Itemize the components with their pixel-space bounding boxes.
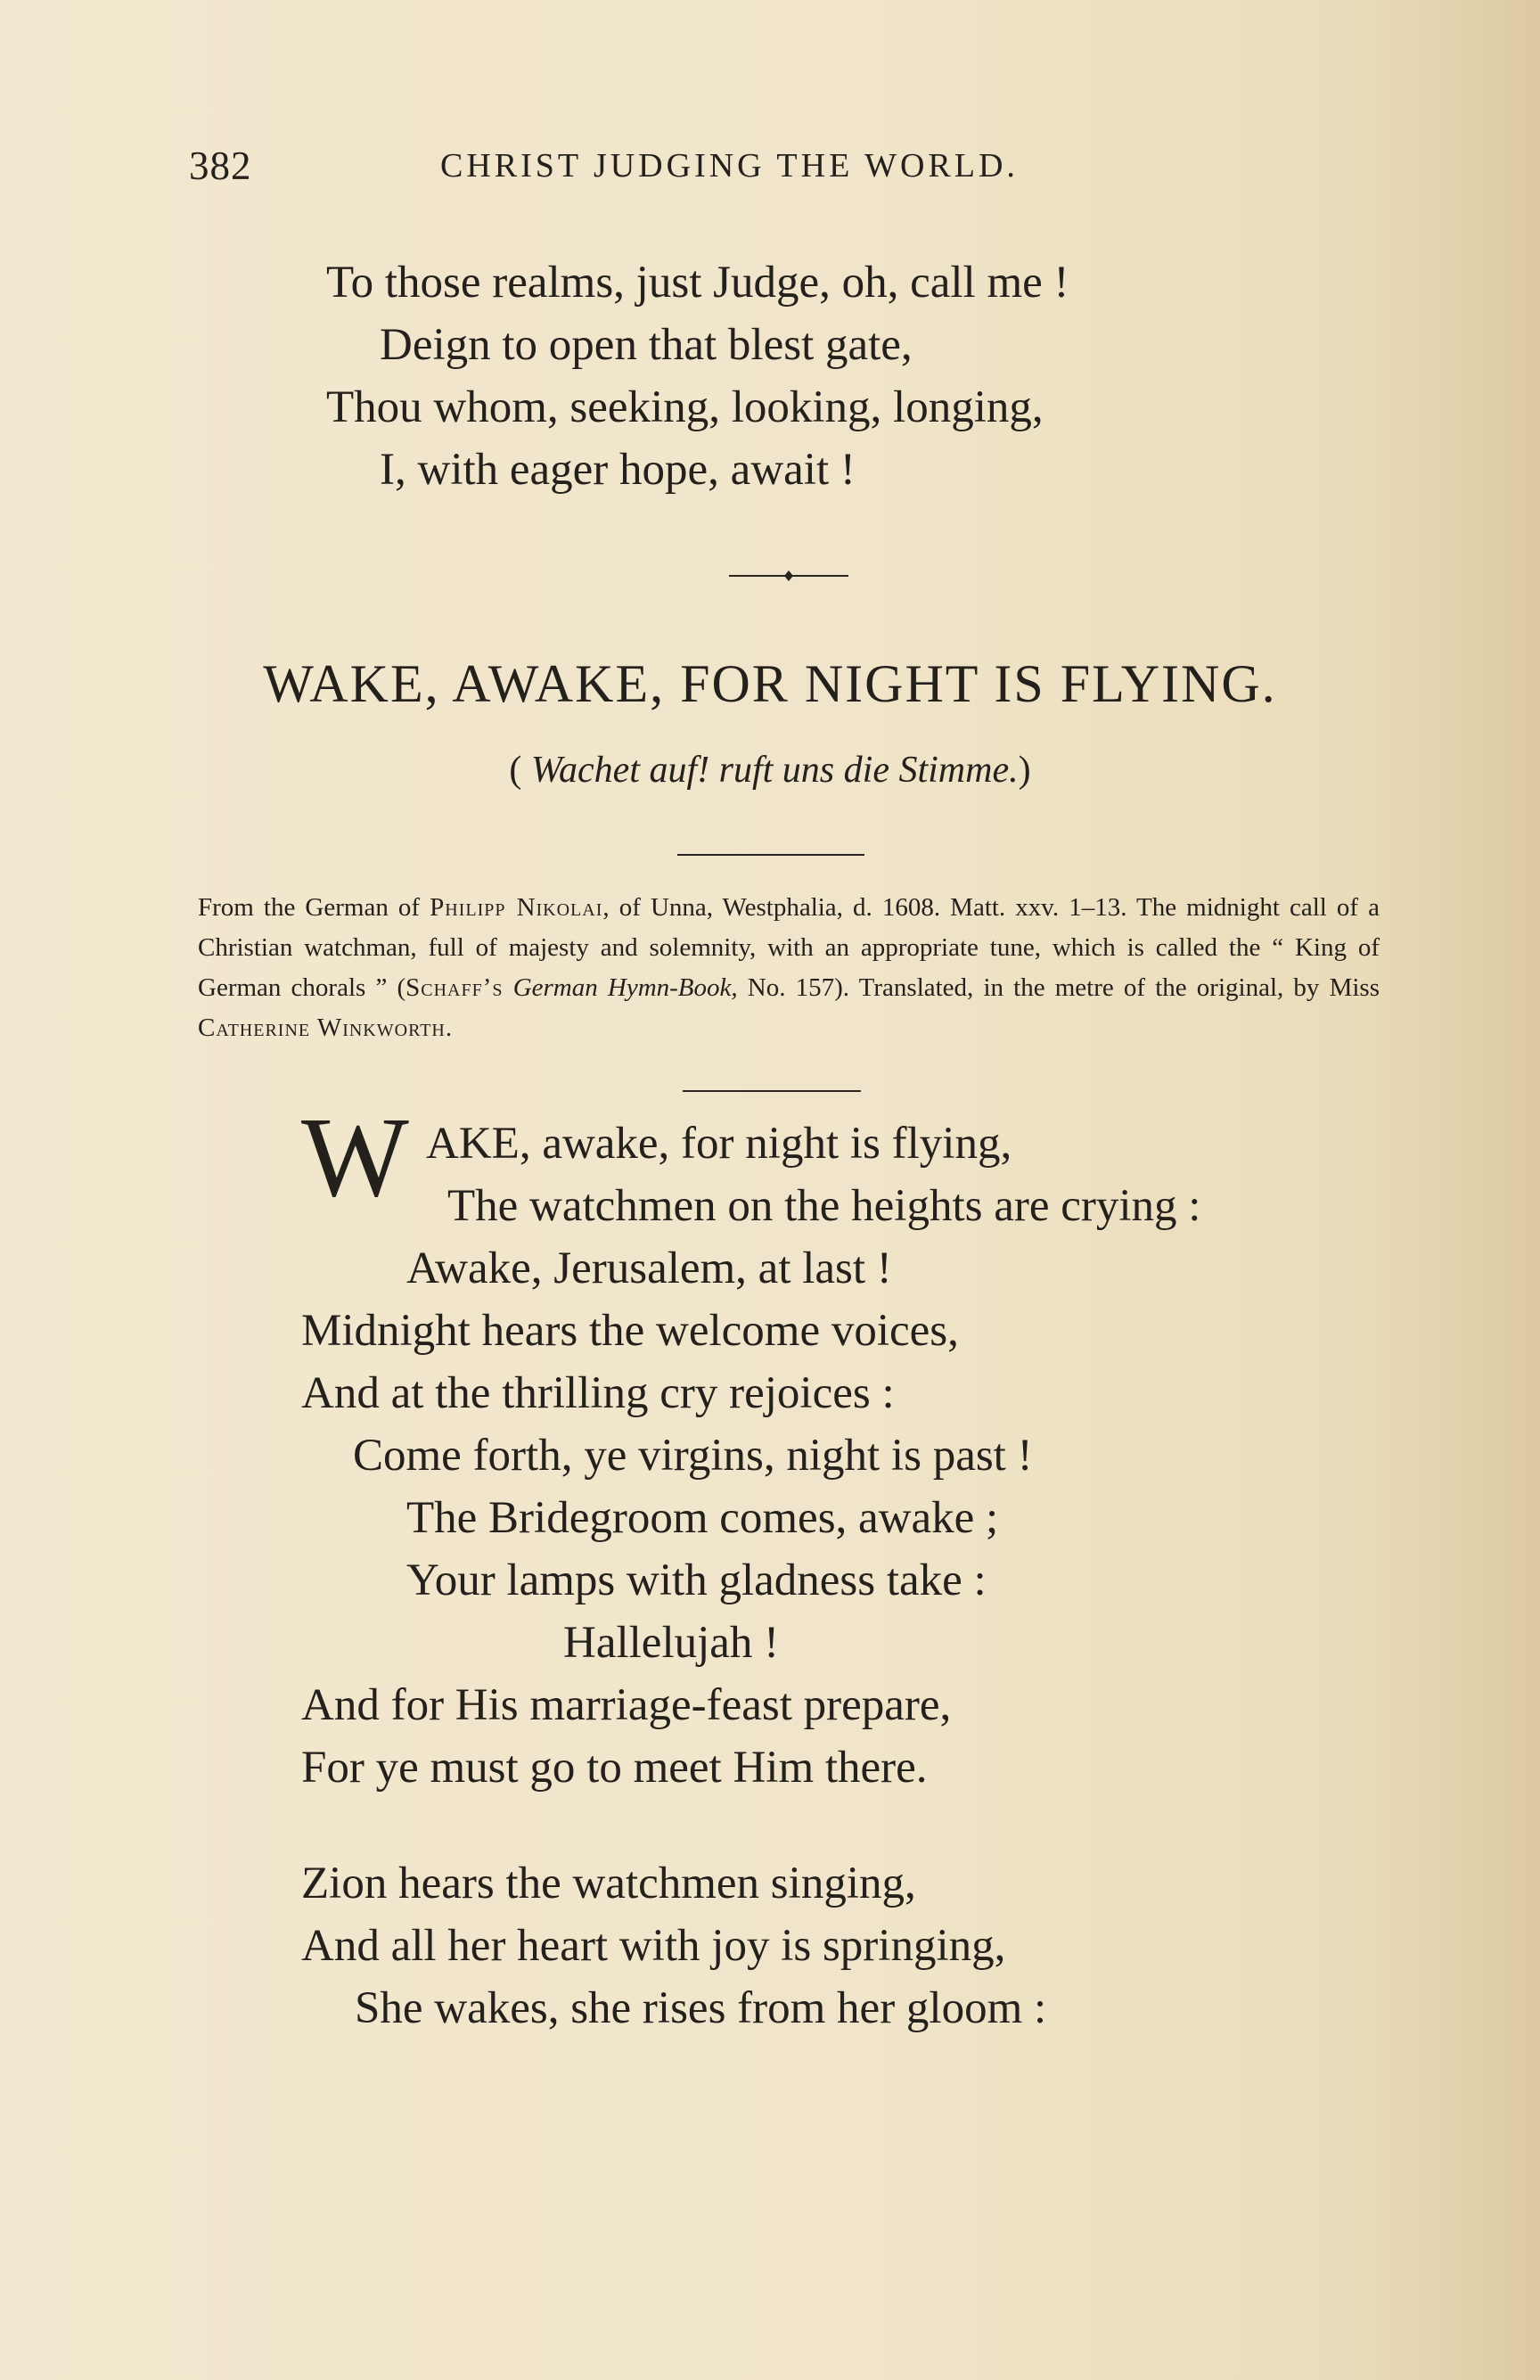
note-text bbox=[504, 973, 513, 1002]
verse-line: And at the thrilling cry rejoices : bbox=[301, 1368, 895, 1418]
verse-line: To those realms, just Judge, oh, call me ! bbox=[326, 258, 1069, 308]
note-text: No. 157). Translated, in the metre of the original, by Miss bbox=[737, 973, 1380, 1002]
rule-top bbox=[677, 854, 864, 856]
hymnbook-ref: German Hymn-Book, bbox=[512, 973, 738, 1002]
verse-line: Deign to open that blest gate, bbox=[380, 320, 913, 370]
verse-line: And all her heart with joy is springing, bbox=[301, 1921, 1006, 1971]
running-title: CHRIST JUDGING THE WORLD. bbox=[440, 147, 1019, 185]
original-title bbox=[0, 749, 1540, 792]
ornament-divider bbox=[729, 567, 848, 585]
hymn-note bbox=[198, 888, 1380, 1048]
hymn-title: WAKE, AWAKE, FOR NIGHT IS FLYING. bbox=[263, 654, 1277, 713]
verse-line: I, with eager hope, await ! bbox=[380, 445, 856, 495]
verse-line: And for His marriage-feast prepare, bbox=[301, 1680, 952, 1730]
note-text: From the German of bbox=[198, 893, 430, 922]
drop-cap: W bbox=[301, 1094, 409, 1220]
note-text: , of Unna, Westphalia, d. 1608. Matt. xxv. 1–13. The midnight call of a Christian watchman, full of majesty and solemnity, with an appropriate tune, which is called the “ King of German chorals ” ( bbox=[198, 893, 1380, 1002]
schaff-ref: Schaff’s bbox=[405, 973, 504, 1002]
verse-line: Midnight hears the welcome voices, bbox=[301, 1306, 959, 1356]
author-name: Philipp Nikolai bbox=[430, 893, 603, 922]
translator-name: Catherine Winkworth. bbox=[198, 1014, 454, 1042]
verse-line: Hallelujah ! bbox=[563, 1618, 780, 1668]
verse-line: Thou whom, seeking, looking, longing, bbox=[326, 382, 1044, 432]
verse-line: Come forth, ye virgins, night is past ! bbox=[353, 1431, 1033, 1481]
verse-line: Zion hears the watchmen singing, bbox=[301, 1859, 916, 1908]
verse-line: The watchmen on the heights are crying : bbox=[447, 1181, 1201, 1231]
verse-line: Your lamps with gladness take : bbox=[406, 1555, 987, 1605]
rule-bottom bbox=[683, 1090, 861, 1092]
verse-line: Awake, Jerusalem, at last ! bbox=[406, 1243, 892, 1293]
paren-open: ( bbox=[509, 750, 531, 791]
original-title-text: Wachet auf! ruft uns die Stimme. bbox=[530, 750, 1019, 791]
page-number: 382 bbox=[189, 144, 252, 188]
verse-line: The Bridegroom comes, awake ; bbox=[406, 1493, 999, 1543]
paren-close: ) bbox=[1018, 750, 1031, 791]
verse-line: AKE, awake, for night is flying, bbox=[426, 1119, 1012, 1169]
verse-line: For ye must go to meet Him there. bbox=[301, 1743, 928, 1793]
verse-line: She wakes, she rises from her gloom : bbox=[355, 1983, 1047, 2033]
